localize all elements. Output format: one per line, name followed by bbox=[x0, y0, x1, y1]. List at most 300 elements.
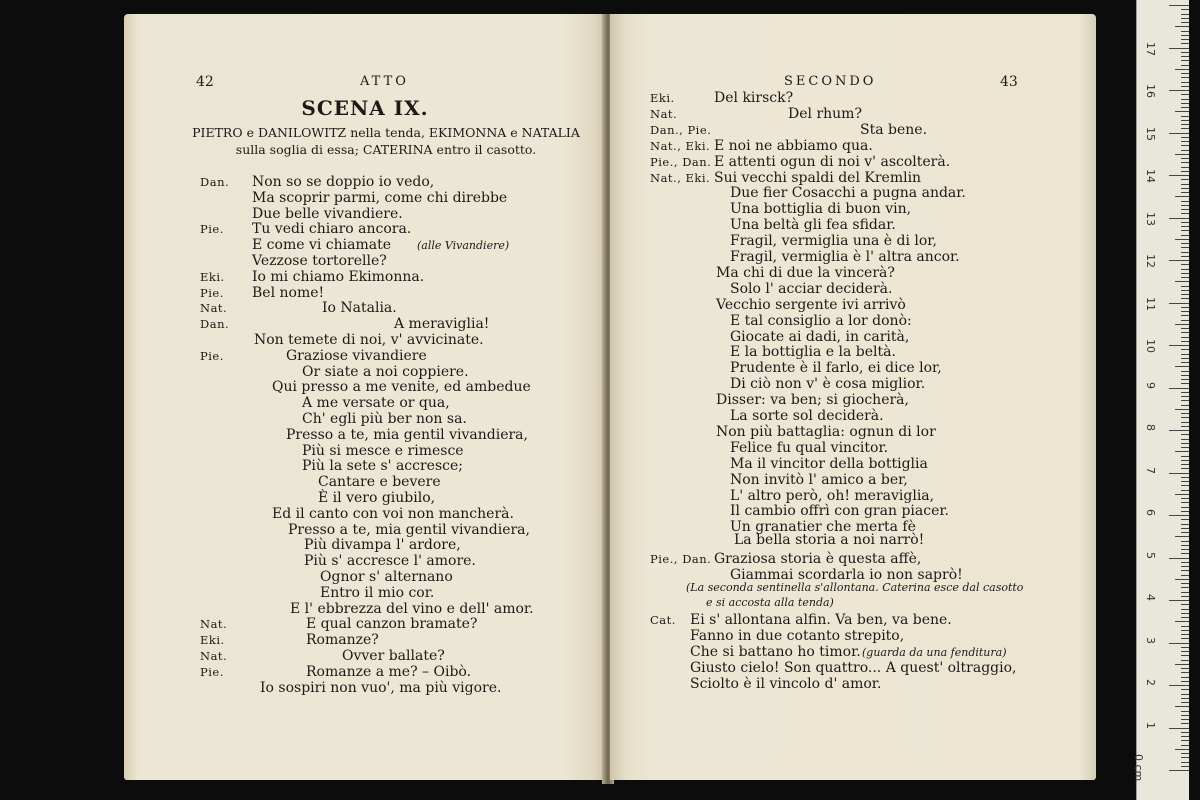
ruler-tick bbox=[1181, 213, 1189, 214]
verse-line: Ed il canto con voi non mancherà. bbox=[272, 505, 514, 522]
ruler-tick bbox=[1181, 94, 1189, 95]
verse-line: Il cambio offrì con gran piacer. bbox=[730, 503, 949, 520]
ruler-tick bbox=[1181, 617, 1189, 618]
ruler-number: 15 bbox=[1144, 126, 1157, 141]
ruler-number: 1 bbox=[1144, 721, 1157, 729]
ruler-tick bbox=[1181, 188, 1189, 189]
ruler-tick bbox=[1181, 269, 1189, 270]
ruler-tick bbox=[1169, 5, 1189, 6]
right-page bbox=[610, 14, 1096, 780]
verse-line: Fanno in due cotanto strepito, bbox=[690, 628, 905, 644]
ruler-tick bbox=[1175, 111, 1189, 112]
speaker-label: Eki. bbox=[200, 269, 225, 284]
speaker-label: Nat. bbox=[200, 301, 228, 316]
ruler-tick bbox=[1175, 26, 1189, 27]
ruler-tick bbox=[1181, 332, 1189, 333]
ruler-tick bbox=[1181, 179, 1189, 180]
verse-line: Giusto cielo! Son quattro... A quest' oltraggio, bbox=[690, 660, 1017, 676]
ruler-tick bbox=[1169, 558, 1189, 559]
ruler-tick bbox=[1181, 311, 1189, 312]
ruler-tick bbox=[1181, 298, 1189, 299]
ruler-tick bbox=[1181, 371, 1189, 372]
ruler-tick bbox=[1181, 468, 1189, 469]
ruler-tick bbox=[1181, 86, 1189, 87]
verse-line: E l' ebbrezza del vino e dell' amor. bbox=[290, 600, 534, 617]
verse-line: Or siate a noi coppiere. bbox=[302, 363, 469, 380]
ruler-tick bbox=[1169, 473, 1189, 474]
verse-line: Non so se doppio io vedo, bbox=[252, 174, 435, 190]
ruler-tick bbox=[1181, 613, 1189, 614]
verse-line: Che si battano ho timor. bbox=[690, 644, 861, 660]
ruler-tick bbox=[1181, 702, 1189, 703]
stage-direction: (alle Vivandiere) bbox=[417, 239, 510, 253]
ruler-tick bbox=[1181, 277, 1189, 278]
ruler-tick bbox=[1181, 264, 1189, 265]
ruler-tick bbox=[1181, 226, 1189, 227]
ruler-tick bbox=[1169, 48, 1189, 49]
ruler-tick bbox=[1181, 192, 1189, 193]
verse-line: Ma chi di due la vincerà? bbox=[716, 264, 895, 281]
left-page bbox=[124, 14, 606, 780]
ruler-tick bbox=[1181, 82, 1189, 83]
ruler-tick bbox=[1181, 736, 1189, 737]
verse-line: E noi ne abbiamo qua. bbox=[714, 137, 873, 154]
ruler-tick bbox=[1175, 706, 1189, 707]
ruler-tick bbox=[1181, 22, 1189, 23]
ruler-number: 11 bbox=[1144, 296, 1157, 311]
ruler-tick bbox=[1169, 90, 1189, 91]
verse-line: E tal consiglio a lor donò: bbox=[730, 312, 912, 329]
verse-line: Vecchio sergente ivi arrivò bbox=[716, 296, 906, 313]
ruler-tick bbox=[1181, 184, 1189, 185]
ruler-tick bbox=[1169, 728, 1189, 729]
ruler-tick bbox=[1181, 689, 1189, 690]
verse-line: Graziosa storia è questa affè, bbox=[714, 551, 922, 568]
verse-line: Felice fu qual vincitor. bbox=[730, 439, 889, 456]
ruler-tick bbox=[1181, 252, 1189, 253]
verse-line: Del kirsck? bbox=[714, 90, 794, 106]
ruler-tick bbox=[1181, 60, 1189, 61]
ruler-number: 3 bbox=[1144, 636, 1157, 644]
ruler-tick bbox=[1169, 175, 1189, 176]
speaker-label: Nat. bbox=[200, 617, 228, 632]
verse-line: Romanze? bbox=[306, 632, 379, 649]
ruler-tick bbox=[1181, 426, 1189, 427]
verse-line: A meraviglia! bbox=[394, 316, 490, 333]
ruler-tick bbox=[1181, 507, 1189, 508]
left-running-head: ATTO bbox=[360, 74, 409, 89]
verse-line: Più divampa l' ardore, bbox=[304, 537, 461, 554]
ruler-unit-label: 0 cm bbox=[1132, 754, 1145, 782]
ruler-number: 5 bbox=[1144, 551, 1157, 559]
ruler-tick bbox=[1181, 354, 1189, 355]
verse-line: Graziose vivandiere bbox=[286, 347, 427, 364]
ruler-tick bbox=[1181, 73, 1189, 74]
ruler-number: 4 bbox=[1144, 594, 1157, 601]
ruler-tick bbox=[1175, 154, 1189, 155]
verse-line: Due fier Cosacchi a pugna andar. bbox=[730, 185, 966, 202]
ruler-tick bbox=[1181, 145, 1189, 146]
verse-line: Ei s' allontana alfin. Va ben, va bene. bbox=[690, 612, 952, 628]
ruler-tick bbox=[1181, 541, 1189, 542]
ruler-number: 8 bbox=[1144, 424, 1157, 431]
ruler-tick bbox=[1175, 409, 1189, 410]
verse-line: Io sospiri non vuo', ma più vigore. bbox=[260, 679, 502, 696]
ruler-tick bbox=[1181, 383, 1189, 384]
ruler-tick bbox=[1181, 740, 1189, 741]
open-book bbox=[118, 14, 1096, 786]
ruler-tick bbox=[1175, 749, 1189, 750]
ruler-tick bbox=[1181, 137, 1189, 138]
ruler-tick bbox=[1181, 519, 1189, 520]
ruler-tick bbox=[1181, 524, 1189, 525]
ruler-number: 12 bbox=[1144, 254, 1157, 268]
ruler-tick bbox=[1169, 345, 1189, 346]
ruler-number: 10 bbox=[1144, 339, 1157, 353]
verse-line: Una bottiglia di buon vin, bbox=[730, 201, 912, 218]
ruler-tick bbox=[1175, 281, 1189, 282]
verse-line: Di ciò non v' è cosa miglior. bbox=[730, 376, 926, 393]
verse-line: Romanze a me? – Oibò. bbox=[306, 663, 472, 680]
verse-line: Vezzose tortorelle? bbox=[252, 253, 387, 269]
ruler-tick bbox=[1181, 379, 1189, 380]
verse-line: Fragil, vermiglia una è di lor, bbox=[730, 233, 937, 250]
speaker-label: Pie., Dan. bbox=[650, 154, 712, 169]
verse-line: Una beltà gli fea sfidar. bbox=[730, 217, 896, 234]
ruler-tick bbox=[1181, 31, 1189, 32]
ruler-tick bbox=[1181, 307, 1189, 308]
ruler-tick bbox=[1175, 494, 1189, 495]
verse-line: Più s' accresce l' amore. bbox=[304, 553, 476, 570]
ruler-tick bbox=[1181, 417, 1189, 418]
ruler-tick bbox=[1175, 579, 1189, 580]
ruler-tick bbox=[1181, 124, 1189, 125]
ruler-tick bbox=[1181, 502, 1189, 503]
ruler-tick bbox=[1181, 358, 1189, 359]
verse-line: Solo l' acciar deciderà. bbox=[730, 280, 893, 297]
ruler-tick bbox=[1181, 532, 1189, 533]
ruler-tick bbox=[1181, 256, 1189, 257]
verse-line: E la bottiglia e la beltà. bbox=[730, 344, 896, 361]
ruler-tick bbox=[1181, 167, 1189, 168]
ruler-tick bbox=[1175, 366, 1189, 367]
ruler-number: 17 bbox=[1144, 41, 1157, 56]
verse-line: Un granatier che merta fè bbox=[730, 519, 916, 536]
ruler-tick bbox=[1181, 753, 1189, 754]
ruler-tick bbox=[1181, 349, 1189, 350]
ruler-tick bbox=[1181, 43, 1189, 44]
ruler-tick bbox=[1181, 35, 1189, 36]
ruler-number: 16 bbox=[1144, 84, 1157, 98]
ruler-tick bbox=[1181, 668, 1189, 669]
ruler-tick bbox=[1181, 294, 1189, 295]
verse-line: Bel nome! bbox=[252, 284, 325, 301]
ruler-tick bbox=[1181, 65, 1189, 66]
ruler-tick bbox=[1181, 52, 1189, 53]
verse-line: Non più battaglia: ognun di lor bbox=[716, 423, 936, 440]
speaker-label: Dan., Pie. bbox=[650, 122, 712, 137]
ruler-tick bbox=[1181, 205, 1189, 206]
left-page-number: 42 bbox=[196, 74, 214, 90]
ruler-tick bbox=[1175, 196, 1189, 197]
verse-line: Ma scoprir parmi, come chi direbbe bbox=[252, 189, 508, 206]
ruler-tick bbox=[1181, 422, 1189, 423]
ruler-tick bbox=[1181, 375, 1189, 376]
ruler-tick bbox=[1181, 150, 1189, 151]
ruler-tick bbox=[1181, 562, 1189, 563]
ruler-tick bbox=[1175, 324, 1189, 325]
verse-line: A me versate or qua, bbox=[302, 395, 450, 412]
ruler-tick bbox=[1181, 247, 1189, 248]
ruler-tick bbox=[1181, 439, 1189, 440]
ruler-tick bbox=[1181, 715, 1189, 716]
speaker-label: Nat., Eki. bbox=[650, 170, 711, 185]
ruler-tick bbox=[1181, 490, 1189, 491]
ruler-tick bbox=[1181, 290, 1189, 291]
speaker-label: Dan. bbox=[200, 175, 230, 189]
ruler-tick bbox=[1181, 634, 1189, 635]
scene-title: SCENA IX. bbox=[301, 96, 429, 120]
speaker-label: Pie., Dan. bbox=[650, 552, 712, 567]
verse-line: E attenti ogun di noi v' ascolterà. bbox=[714, 153, 951, 170]
ruler-tick bbox=[1181, 158, 1189, 159]
ruler-tick bbox=[1181, 498, 1189, 499]
ruler-tick bbox=[1181, 162, 1189, 163]
right-running-head: SECONDO bbox=[784, 74, 877, 89]
ruler-tick bbox=[1181, 320, 1189, 321]
ruler-tick bbox=[1181, 672, 1189, 673]
ruler-tick bbox=[1181, 447, 1189, 448]
ruler-tick bbox=[1181, 723, 1189, 724]
ruler-tick bbox=[1181, 711, 1189, 712]
ruler-tick bbox=[1175, 621, 1189, 622]
verse-line: Ovver ballate? bbox=[342, 648, 445, 664]
verse-line: La bella storia a noi narrò! bbox=[734, 532, 925, 548]
ruler-tick bbox=[1181, 171, 1189, 172]
ruler-tick bbox=[1181, 128, 1189, 129]
ruler-tick bbox=[1181, 575, 1189, 576]
ruler-tick bbox=[1181, 99, 1189, 100]
ruler-tick bbox=[1181, 9, 1189, 10]
speaker-label: Eki. bbox=[650, 91, 675, 105]
speaker-label: Eki. bbox=[200, 633, 225, 648]
ruler-tick bbox=[1181, 201, 1189, 202]
ruler-tick bbox=[1181, 630, 1189, 631]
verse-line: La sorte sol deciderà. bbox=[730, 408, 884, 424]
right-page-number: 43 bbox=[1000, 74, 1018, 90]
verse-line: Ch' egli più ber non sa. bbox=[302, 411, 467, 427]
ruler-tick bbox=[1181, 77, 1189, 78]
ruler-tick bbox=[1175, 239, 1189, 240]
ruler-number: 13 bbox=[1144, 211, 1157, 226]
ruler-tick bbox=[1181, 14, 1189, 15]
ruler-tick bbox=[1169, 133, 1189, 134]
ruler-tick bbox=[1181, 511, 1189, 512]
speaker-label: Pie. bbox=[200, 222, 224, 237]
ruler-tick bbox=[1181, 481, 1189, 482]
ruler-tick bbox=[1169, 388, 1189, 389]
ruler-tick bbox=[1181, 464, 1189, 465]
ruler-tick bbox=[1169, 303, 1189, 304]
ruler-tick bbox=[1181, 107, 1189, 108]
ruler-tick bbox=[1181, 434, 1189, 435]
ruler-tick bbox=[1181, 116, 1189, 117]
verse-line: Giocate ai dadi, in carità, bbox=[730, 328, 910, 345]
ruler-tick bbox=[1181, 638, 1189, 639]
measuring-ruler bbox=[1132, 0, 1189, 800]
verse-line: Sta bene. bbox=[860, 121, 928, 138]
ruler-tick bbox=[1181, 485, 1189, 486]
ruler-tick bbox=[1181, 766, 1189, 767]
verse-line: L' altro però, oh! meraviglia, bbox=[730, 487, 935, 504]
ruler-tick bbox=[1181, 655, 1189, 656]
ruler-tick bbox=[1181, 392, 1189, 393]
verse-line: E come vi chiamate bbox=[252, 237, 392, 254]
speaker-label: Pie. bbox=[200, 664, 224, 679]
ruler-tick bbox=[1181, 609, 1189, 610]
ruler-tick bbox=[1181, 651, 1189, 652]
ruler-tick bbox=[1181, 566, 1189, 567]
verse-line: Sui vecchi spaldi del Kremlin bbox=[714, 169, 922, 186]
ruler-tick bbox=[1181, 230, 1189, 231]
ruler-tick bbox=[1175, 664, 1189, 665]
ruler-tick bbox=[1181, 698, 1189, 699]
ruler-tick bbox=[1181, 273, 1189, 274]
ruler-tick bbox=[1181, 626, 1189, 627]
verse-line: Disser: va ben; si giocherà, bbox=[716, 392, 909, 409]
ruler-tick bbox=[1181, 604, 1189, 605]
verse-line: Cantare e bevere bbox=[318, 474, 441, 491]
ruler-tick bbox=[1181, 553, 1189, 554]
ruler-tick bbox=[1181, 243, 1189, 244]
verse-line: Più si mesce e rimesce bbox=[302, 442, 464, 459]
speaker-label: Cat. bbox=[650, 613, 676, 627]
verse-line: Qui presso a me venite, ed ambedue bbox=[272, 379, 531, 396]
ruler-tick bbox=[1181, 56, 1189, 57]
ruler-tick bbox=[1181, 583, 1189, 584]
speaker-label: Nat. bbox=[650, 106, 678, 121]
speaker-label: Pie. bbox=[200, 348, 224, 363]
cast-list bbox=[186, 124, 586, 158]
verse-line: Presso a te, mia gentil vivandiera, bbox=[288, 521, 530, 538]
ruler-tick bbox=[1181, 209, 1189, 210]
verse-line: Più la sete s' accresce; bbox=[302, 458, 463, 475]
ruler-tick bbox=[1181, 341, 1189, 342]
ruler-tick bbox=[1181, 120, 1189, 121]
verse-line: Due belle vivandiere. bbox=[252, 205, 403, 222]
ruler-number: 9 bbox=[1144, 381, 1157, 389]
ruler-tick bbox=[1181, 328, 1189, 329]
ruler-tick bbox=[1181, 337, 1189, 338]
verse-line: Entro il mio cor. bbox=[320, 584, 435, 601]
ruler-tick bbox=[1181, 235, 1189, 236]
ruler-tick bbox=[1181, 396, 1189, 397]
verse-line: È il vero giubilo, bbox=[318, 490, 436, 506]
ruler-tick bbox=[1181, 39, 1189, 40]
ruler-tick bbox=[1181, 477, 1189, 478]
verse-line: Io Natalia. bbox=[322, 300, 397, 317]
ruler-tick bbox=[1181, 103, 1189, 104]
ruler-tick bbox=[1181, 362, 1189, 363]
verse-line: Giammai scordarla io non saprò! bbox=[730, 567, 963, 583]
ruler-tick bbox=[1175, 69, 1189, 70]
ruler-tick bbox=[1181, 587, 1189, 588]
ruler-tick bbox=[1169, 218, 1189, 219]
ruler-tick bbox=[1181, 694, 1189, 695]
ruler-tick bbox=[1181, 456, 1189, 457]
ruler-tick bbox=[1175, 536, 1189, 537]
ruler-tick bbox=[1181, 405, 1189, 406]
speaker-label: Nat., Eki. bbox=[650, 138, 711, 153]
stage-direction: e si accosta alla tenda) bbox=[706, 596, 834, 609]
ruler-tick bbox=[1181, 732, 1189, 733]
ruler-tick bbox=[1181, 286, 1189, 287]
ruler-tick bbox=[1181, 545, 1189, 546]
ruler-tick bbox=[1181, 549, 1189, 550]
ruler-tick bbox=[1181, 315, 1189, 316]
ruler-tick bbox=[1181, 745, 1189, 746]
ruler-tick bbox=[1181, 647, 1189, 648]
ruler-tick bbox=[1181, 528, 1189, 529]
ruler-tick bbox=[1169, 643, 1189, 644]
ruler-number: 7 bbox=[1144, 466, 1157, 474]
ruler-tick bbox=[1181, 460, 1189, 461]
verse-line: Prudente è il farlo, ei dice lor, bbox=[730, 360, 942, 377]
ruler-number: 2 bbox=[1144, 679, 1157, 686]
cast-line-1: PIETRO e DANILOWITZ nella tenda, EKIMONNA e NATALIA bbox=[192, 125, 580, 140]
ruler-tick bbox=[1169, 685, 1189, 686]
verse-line: Ognor s' alternano bbox=[320, 569, 453, 585]
verse-line: Io mi chiamo Ekimonna. bbox=[252, 268, 425, 285]
ruler-tick bbox=[1169, 430, 1189, 431]
verse-line: Del rhum? bbox=[788, 105, 862, 122]
ruler-tick bbox=[1181, 18, 1189, 19]
ruler-tick bbox=[1181, 592, 1189, 593]
verse-line: Ma il vincitor della bottiglia bbox=[730, 455, 928, 472]
ruler-tick bbox=[1169, 770, 1189, 771]
ruler-tick bbox=[1181, 719, 1189, 720]
ruler-tick bbox=[1175, 451, 1189, 452]
verse-line: Sciolto è il vincolo d' amor. bbox=[690, 676, 882, 692]
speaker-label: Nat. bbox=[200, 649, 228, 663]
ruler-tick bbox=[1181, 413, 1189, 414]
ruler-tick bbox=[1169, 600, 1189, 601]
ruler-tick bbox=[1169, 260, 1189, 261]
verse-line: Presso a te, mia gentil vivandiera, bbox=[286, 426, 528, 443]
verse-line: Non invitò l' amico a ber, bbox=[730, 471, 908, 488]
ruler-tick bbox=[1181, 570, 1189, 571]
ruler-tick bbox=[1181, 443, 1189, 444]
speaker-label: Dan. bbox=[200, 317, 230, 332]
stage-direction: (guarda da una fenditura) bbox=[862, 646, 1007, 659]
verse-line: Non temete di noi, v' avvicinate. bbox=[254, 332, 484, 348]
ruler-tick bbox=[1181, 762, 1189, 763]
ruler-tick bbox=[1181, 400, 1189, 401]
ruler-tick bbox=[1169, 515, 1189, 516]
ruler-number: 14 bbox=[1144, 169, 1157, 183]
ruler-tick bbox=[1181, 681, 1189, 682]
ruler-tick bbox=[1181, 757, 1189, 758]
cast-line-2: sulla soglia di essa; CATERINA entro il casotto. bbox=[235, 142, 537, 157]
ruler-tick bbox=[1181, 677, 1189, 678]
ruler-tick bbox=[1181, 222, 1189, 223]
ruler-tick bbox=[1181, 660, 1189, 661]
ruler-number: 6 bbox=[1144, 509, 1157, 516]
verse-line: Tu vedi chiaro ancora. bbox=[252, 221, 412, 238]
ruler-tick bbox=[1181, 596, 1189, 597]
stage-direction: (La seconda sentinella s'allontana. Caterina esce dal casotto bbox=[686, 581, 1024, 594]
verse-line: Fragil, vermiglia è l' altra ancor. bbox=[730, 249, 960, 265]
